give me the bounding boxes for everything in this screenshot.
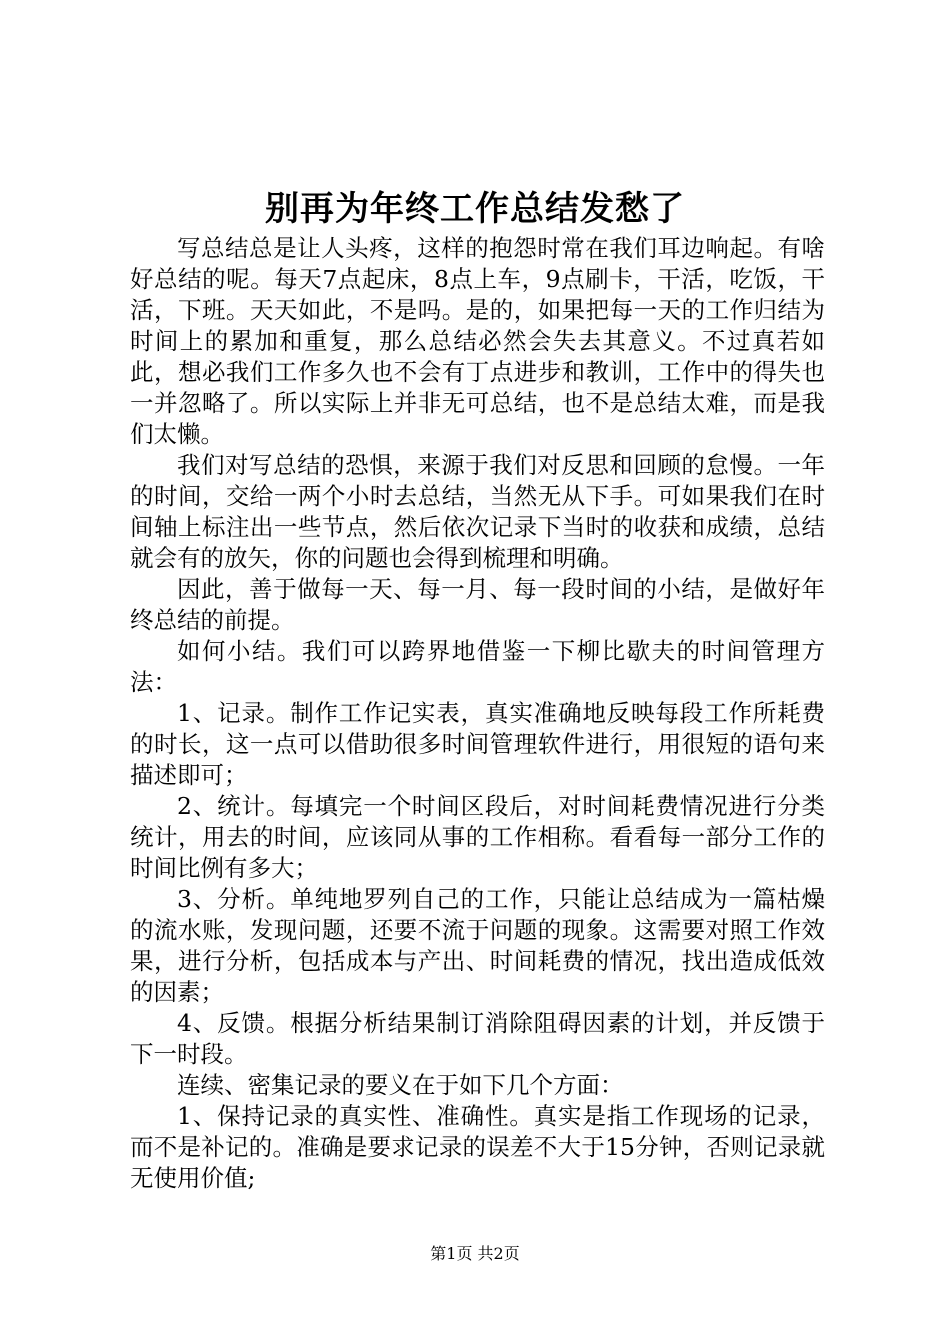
paragraph-3: 因此，善于做每一天、每一月、每一段时间的小结，是做好年终总结的前提。 — [130, 575, 825, 634]
paragraph-6: 2、统计。每填完一个时间区段后，对时间耗费情况进行分类统计，用去的时间，应该同从事的工作相称。看看每一部分工作的时间比例有多大； — [130, 792, 825, 882]
paragraph-1: 写总结总是让人头疼，这样的抱怨时常在我们耳边响起。有啥好总结的呢。每天7点起床，8点上车，9点刷卡，干活，吃饭，干活，下班。天天如此，不是吗。是的，如果把每一天的工作归结为时间上的累加和重复，那么总结必然会失去其意义。不过真若如此，想必我们工作多久也不会有丁点进步和教训，工作中的得失也一并忽略了。所以实际上并非无可总结，也不是总结太难，而是我们太懒。 — [130, 234, 825, 448]
paragraph-5: 1、记录。制作工作记实表，真实准确地反映每段工作所耗费的时长，这一点可以借助很多时间管理软件进行，用很短的语句来描述即可； — [130, 699, 825, 789]
paragraph-9: 连续、密集记录的要义在于如下几个方面： — [177, 1071, 624, 1099]
document-title: 别再为年终工作总结发愁了 — [265, 189, 685, 229]
paragraph-8: 4、反馈。根据分析结果制订消除阻碍因素的计划，并反馈于下一时段。 — [130, 1009, 825, 1068]
paragraph-4: 如何小结。我们可以跨界地借鉴一下柳比歇夫的时间管理方法： — [130, 637, 825, 696]
paragraph-7: 3、分析。单纯地罗列自己的工作，只能让总结成为一篇枯燥的流水账，发现问题，还要不流于问题的现象。这需要对照工作效果，进行分析，包括成本与产出、时间耗费的情况，找出造成低效的因素； — [130, 885, 825, 1006]
paragraph-2: 我们对写总结的恐惧，来源于我们对反思和回顾的怠慢。一年的时间，交给一两个小时去总结，当然无从下手。可如果我们在时间轴上标注出一些节点，然后依次记录下当时的收获和成绩，总结就会有的放矢，你的问题也会得到梳理和明确。 — [130, 451, 825, 572]
document-body — [130, 233, 825, 1194]
paragraph-10: 1、保持记录的真实性、准确性。真实是指工作现场的记录，而不是补记的。准确是要求记录的误差不大于15分钟，否则记录就无使用价值; — [130, 1102, 825, 1192]
page-footer: 第1页 共2页 — [430, 1244, 520, 1263]
